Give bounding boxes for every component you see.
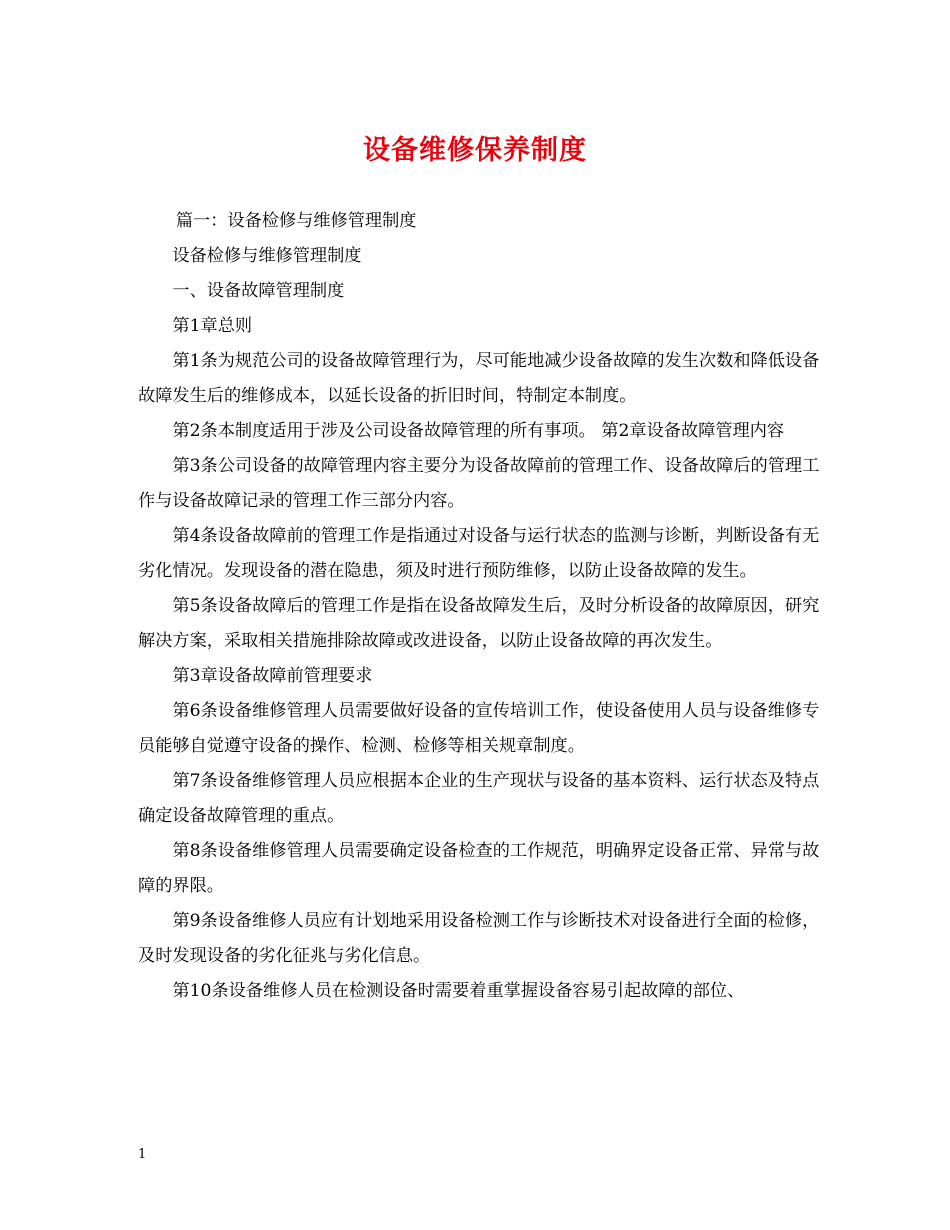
paragraph-article-9: 第9条设备维修人员应有计划地采用设备检测工作与诊断技术对设备进行全面的检修，及时发现设备的劣化征兆与劣化信息。 (138, 911, 820, 966)
paragraph-article-7: 第7条设备维修管理人员应根据本企业的生产现状与设备的基本资料、运行状态及特点确定设备故障管理的重点。 (138, 771, 820, 826)
paragraph-chapter-1: 第1章总则 (172, 316, 253, 336)
paragraph-article-5: 第5条设备故障后的管理工作是指在设备故障发生后，及时分析设备的故障原因，研究解决方案，采取相关措施排除故障或改进设备，以防止设备故障的再次发生。 (138, 596, 820, 651)
paragraph-part-heading: 一、设备故障管理制度 (172, 281, 345, 301)
paragraph-article-4: 第4条设备故障前的管理工作是指通过对设备与运行状态的监测与诊断，判断设备有无劣化情况。发现设备的潜在隐患，须及时进行预防维修，以防止设备故障的发生。 (138, 526, 820, 581)
paragraph-article-6: 第6条设备维修管理人员需要做好设备的宣传培训工作，使设备使用人员与设备维修专员能够自觉遵守设备的操作、检测、检修等相关规章制度。 (138, 701, 820, 756)
paragraph-article-8: 第8条设备维修管理人员需要确定设备检查的工作规范，明确界定设备正常、异常与故障的界限。 (138, 841, 820, 896)
paragraph-article-10: 第10条设备维修人员在检测设备时需要着重掌握设备容易引起故障的部位、 (172, 981, 745, 1001)
document-title: 设备维修保养制度 (363, 135, 587, 166)
paragraph-subtitle: 设备检修与维修管理制度 (172, 246, 362, 266)
document-body (138, 204, 826, 1009)
paragraph-section-heading: 篇一：设备检修与维修管理制度 (175, 211, 417, 231)
paragraph-article-2: 第2条本制度适用于涉及公司设备故障管理的所有事项。 第2章设备故障管理内容 (172, 421, 785, 441)
paragraph-article-3: 第3条公司设备的故障管理内容主要分为设备故障前的管理工作、设备故障后的管理工作与设备故障记录的管理工作三部分内容。 (138, 456, 820, 511)
paragraph-chapter-3: 第3章设备故障前管理要求 (172, 666, 373, 686)
paragraph-article-1: 第1条为规范公司的设备故障管理行为，尽可能地减少设备故障的发生次数和降低设备故障发生后的维修成本，以延长设备的折旧时间，特制定本制度。 (138, 351, 820, 406)
page-number: 1 (138, 1147, 147, 1162)
